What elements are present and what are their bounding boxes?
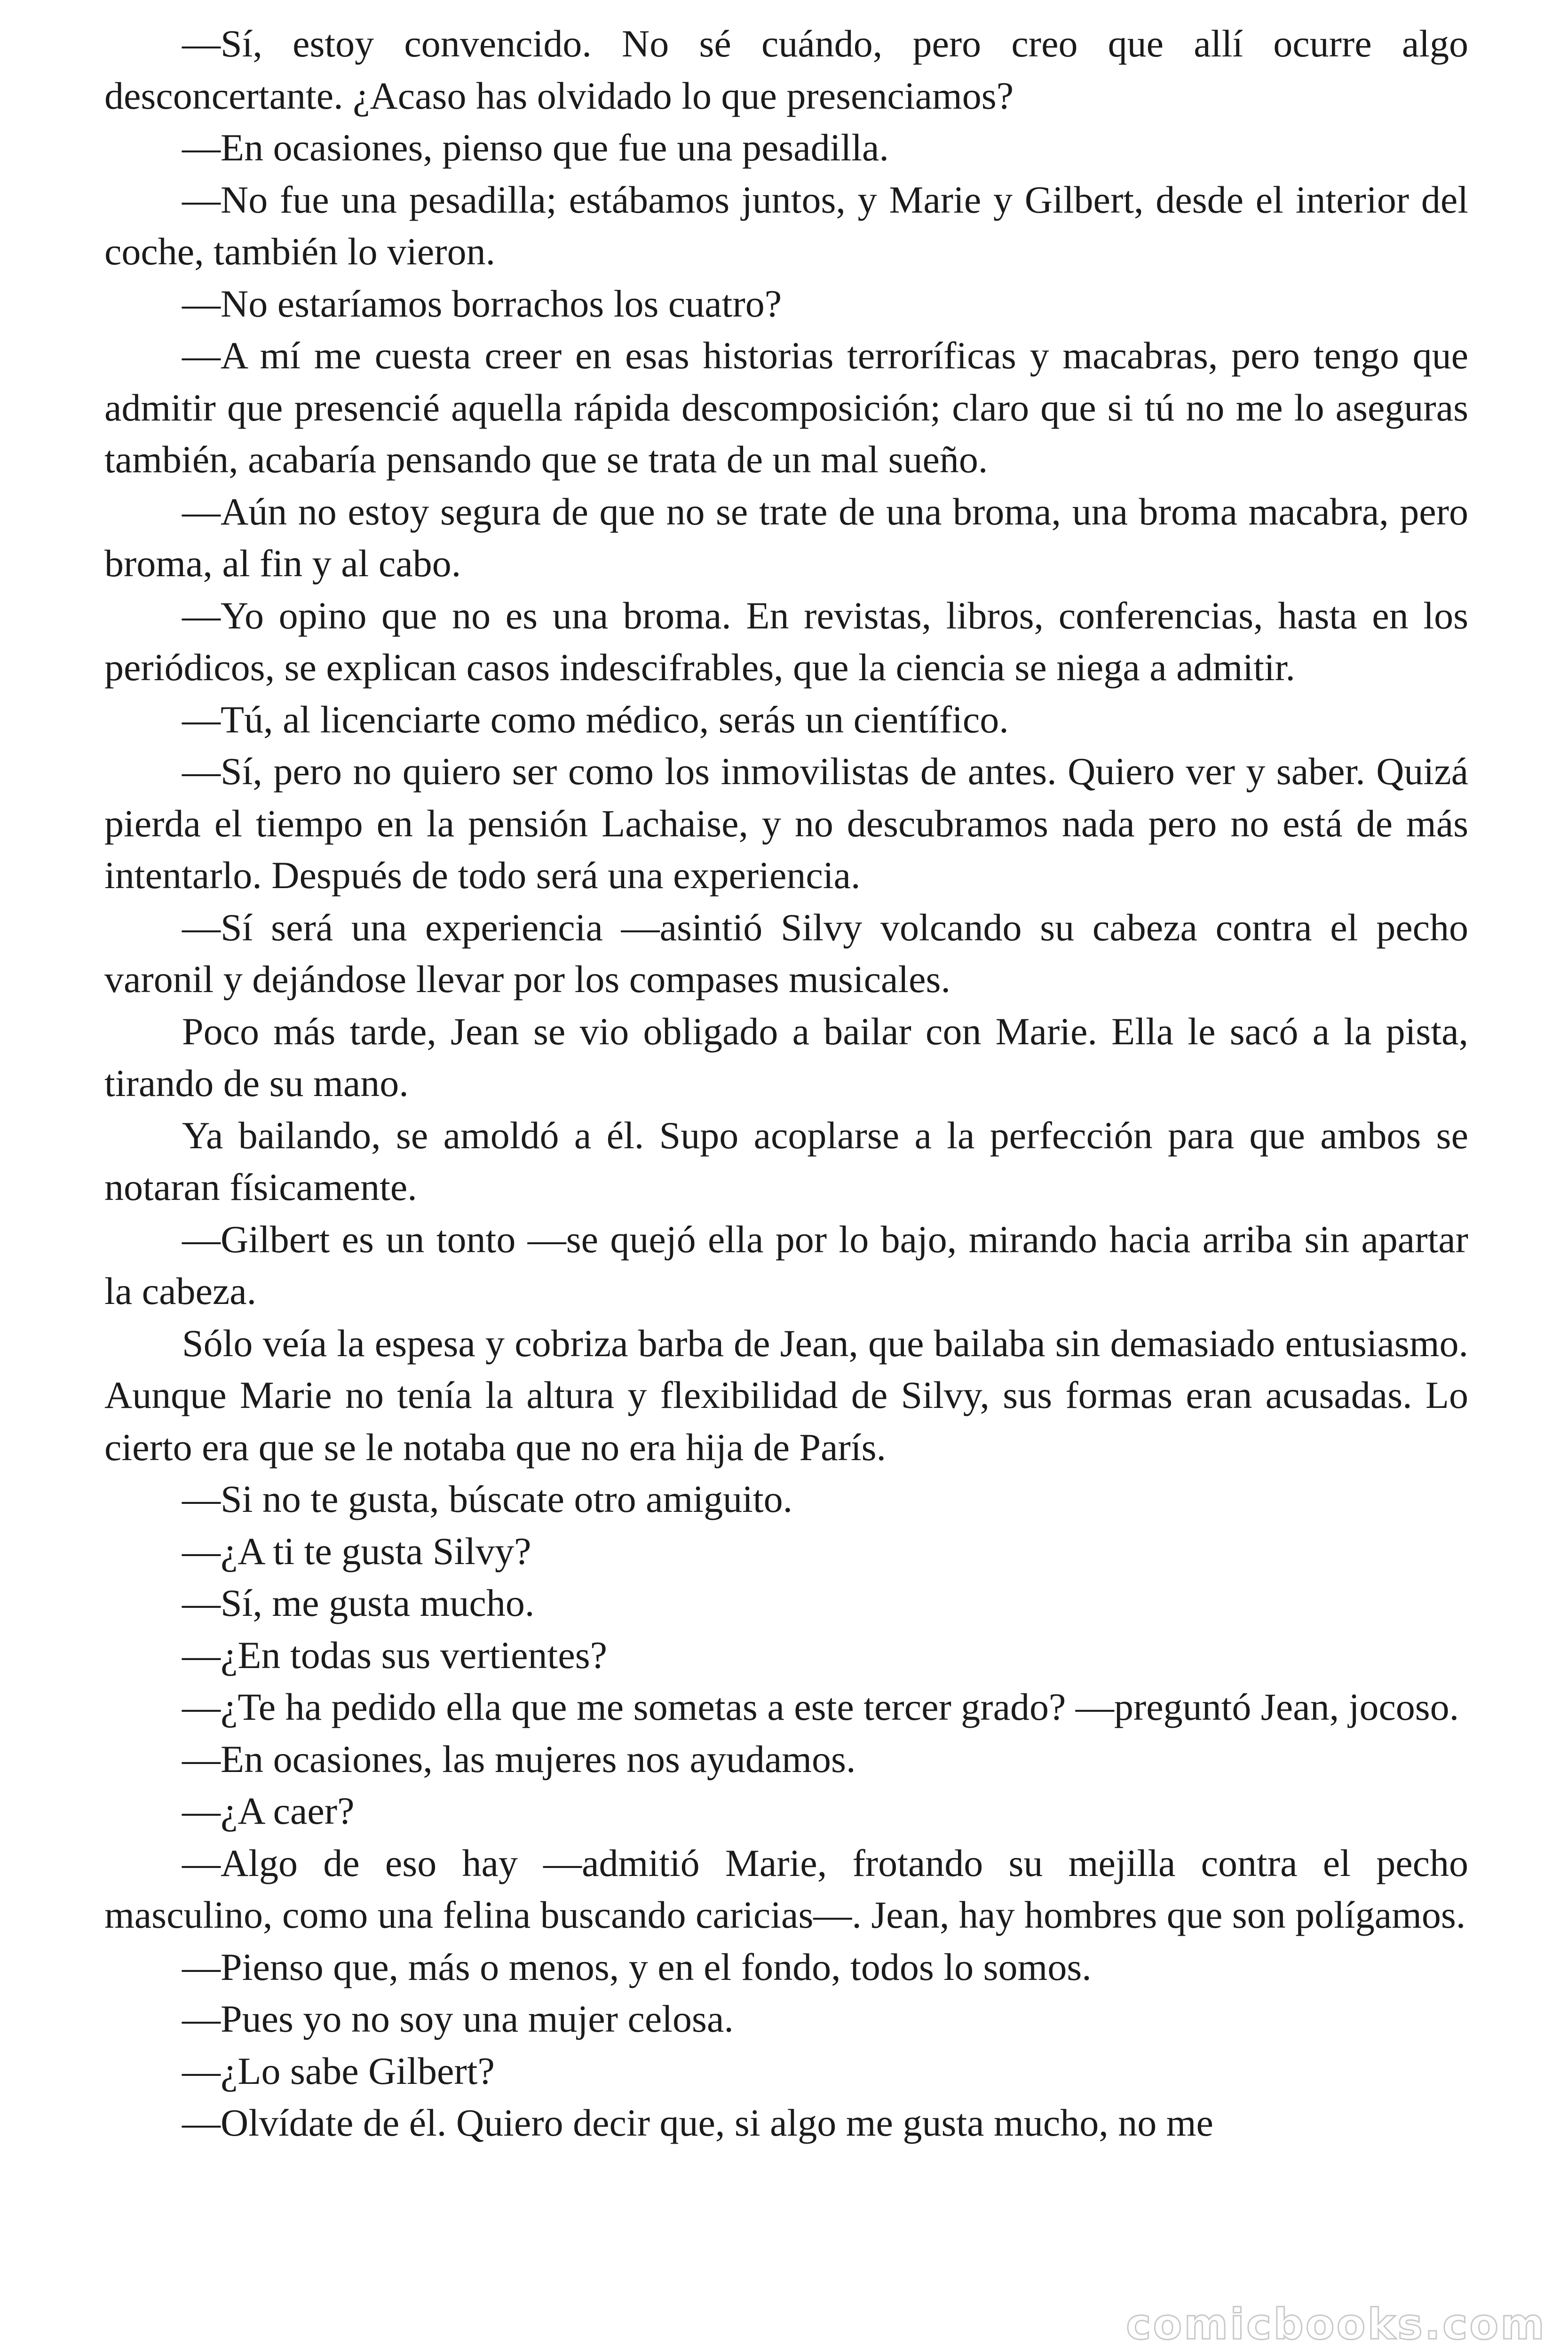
paragraph: —Aún no estoy segura de que no se trate de una broma, una broma macabra, pero broma, al fin y al cabo.: [104, 490, 1468, 585]
paragraph: —En ocasiones, las mujeres nos ayudamos.: [182, 1737, 856, 1780]
paragraph: —Olvídate de él. Quiero decir que, si algo me gusta mucho, no me: [182, 2101, 1213, 2144]
paragraph: —Sí, me gusta mucho.: [182, 1581, 535, 1624]
paragraph: —Pienso que, más o menos, y en el fondo, todos lo somos.: [182, 1945, 1092, 1988]
paragraph: Poco más tarde, Jean se vio obligado a bailar con Marie. Ella le sacó a la pista, tirando de su mano.: [104, 1009, 1468, 1104]
paragraph: —Algo de eso hay —admitió Marie, frotando su mejilla contra el pecho masculino, como una felina buscando caricias—. Jean, hay hombres que son polígamos.: [104, 1841, 1468, 1936]
paragraph: —Gilbert es un tonto —se quejó ella por lo bajo, mirando hacia arriba sin apartar la cabeza.: [104, 1217, 1468, 1312]
paragraph: —¿Lo sabe Gilbert?: [182, 2049, 495, 2092]
paragraph: Sólo veía la espesa y cobriza barba de Jean, que bailaba sin demasiado entusiasmo. Aunque Marie no tenía la altura y flexibilidad de Silvy, sus formas eran acusadas. Lo cierto era que se le notaba que no era hija de París.: [104, 1321, 1468, 1469]
paragraph: —¿Te ha pedido ella que me sometas a este tercer grado? —preguntó Jean, jocoso.: [182, 1685, 1459, 1728]
paragraph: —A mí me cuesta creer en esas historias terroríficas y macabras, pero tengo que admitir que presencié aquella rápida descomposición; claro que si tú no me lo aseguras también, acabaría pensando que se trata de un mal sueño.: [104, 334, 1468, 481]
paragraph: —Pues yo no soy una mujer celosa.: [182, 1997, 734, 2040]
paragraph: Ya bailando, se amoldó a él. Supo acoplarse a la perfección para que ambos se notaran físicamente.: [104, 1113, 1468, 1208]
paragraph: —¿A caer?: [182, 1789, 355, 1832]
paragraph: —Sí, estoy convencido. No sé cuándo, pero creo que allí ocurre algo desconcertante. ¿Acaso has olvidado lo que presenciamos?: [104, 22, 1468, 117]
paragraph: —Sí será una experiencia —asintió Silvy volcando su cabeza contra el pecho varonil y dejándose llevar por los compases musicales.: [104, 906, 1468, 1001]
paragraph: —Sí, pero no quiero ser como los inmovilistas de antes. Quiero ver y saber. Quizá pierda el tiempo en la pensión Lachaise, y no descubramos nada pero no está de más intentarlo. Después de todo será una experiencia.: [104, 750, 1468, 897]
paragraph: —No fue una pesadilla; estábamos juntos, y Marie y Gilbert, desde el interior del coche, también lo vieron.: [104, 178, 1468, 273]
paragraph: —Tú, al licenciarte como médico, serás un científico.: [182, 698, 1009, 741]
paragraph: —En ocasiones, pienso que fue una pesadilla.: [182, 126, 889, 169]
paragraph: —No estaríamos borrachos los cuatro?: [182, 282, 782, 325]
paragraph: —¿A ti te gusta Silvy?: [182, 1529, 531, 1573]
paragraph: —Si no te gusta, búscate otro amiguito.: [182, 1478, 793, 1520]
watermark: comicbooks.com: [1121, 2300, 1551, 2349]
paragraph: —¿En todas sus vertientes?: [182, 1633, 608, 1677]
paragraph: —Yo opino que no es una broma. En revistas, libros, conferencias, hasta en los periódicos, se explican casos indescifrables, que la ciencia se niega a admitir.: [104, 594, 1468, 689]
book-page-text: [104, 18, 1468, 2149]
